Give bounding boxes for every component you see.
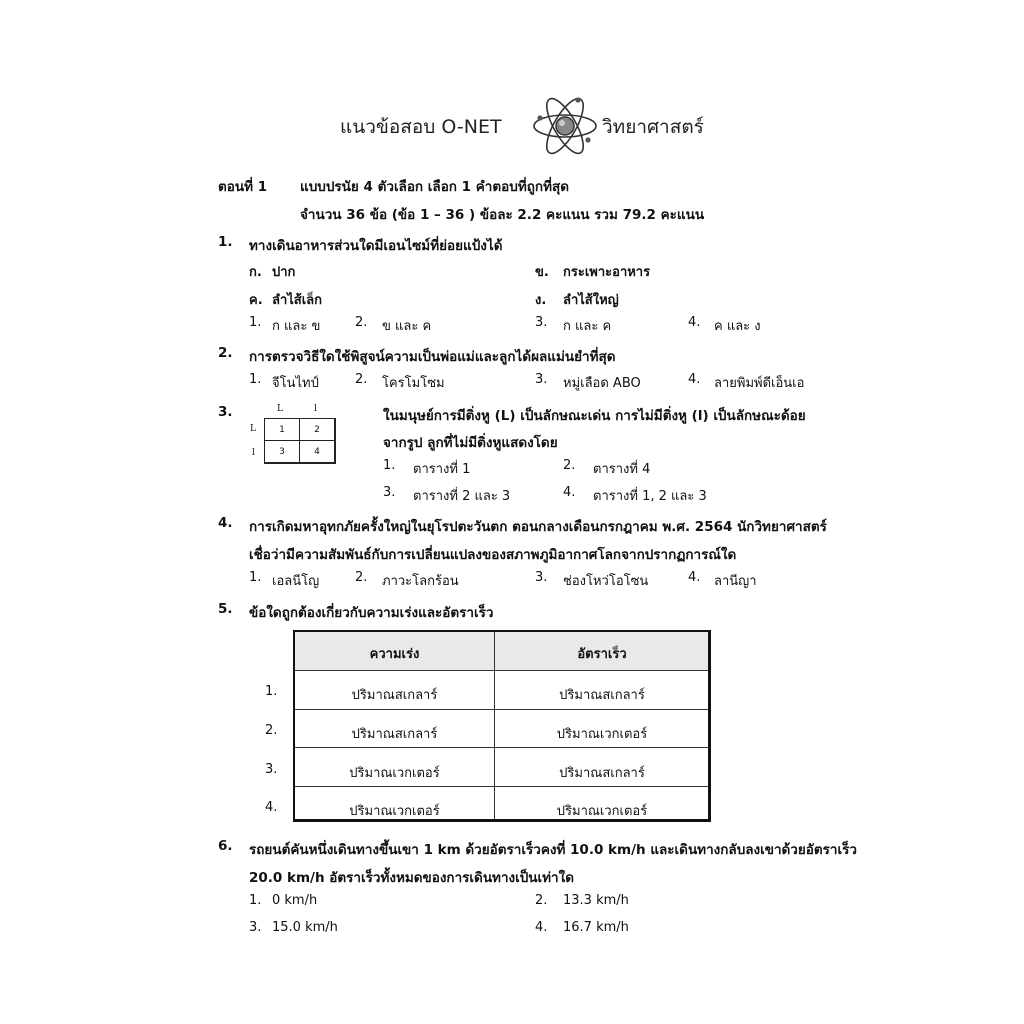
q1-opt-key: ง. bbox=[535, 293, 547, 308]
q4-choice-number: 1. bbox=[249, 570, 262, 585]
q6-choice-text: 13.3 km/h bbox=[563, 893, 629, 908]
q4-choice-text: ลานีญา bbox=[714, 574, 757, 589]
q4-text-line2: เชื่อว่ามีความสัมพันธ์กับการเปลี่ยนแปลงของสภาพภูมิอากาศโลกจากปรากฏการณ์ใด bbox=[249, 547, 737, 563]
punnett-col-label: l bbox=[314, 404, 317, 414]
q5-row-number: 4. bbox=[265, 800, 278, 815]
punnett-square bbox=[246, 404, 356, 466]
q2-choice-text: จีโนไทป์ bbox=[272, 376, 319, 391]
q1-opt-key: ค. bbox=[249, 293, 263, 308]
q4-choice-number: 4. bbox=[688, 570, 701, 585]
q6-number: 6. bbox=[218, 838, 233, 854]
q4-choice-text: เอลนีโญ bbox=[272, 574, 320, 589]
q2-choice-number: 2. bbox=[355, 372, 368, 387]
q2-choice-text: โครโมโซม bbox=[382, 376, 445, 391]
punnett-cell: 3 bbox=[264, 440, 300, 463]
q3-choice-number: 1. bbox=[383, 458, 396, 473]
header-title: แนวข้อสอบ O-NET bbox=[340, 116, 502, 138]
q3-text-line2: จากรูป ลูกที่ไม่มีติ่งหูแสดงโดย bbox=[383, 435, 558, 451]
q5-table-rule bbox=[295, 786, 708, 787]
q1-number: 1. bbox=[218, 234, 233, 250]
q6-choice-number: 2. bbox=[535, 893, 548, 908]
punnett-cell: 2 bbox=[299, 418, 335, 441]
q5-row-number: 1. bbox=[265, 684, 278, 699]
q5-row-number: 3. bbox=[265, 762, 278, 777]
q6-choice-number: 4. bbox=[535, 920, 548, 935]
q5-number: 5. bbox=[218, 601, 233, 617]
q4-number: 4. bbox=[218, 515, 233, 531]
section-detail: จำนวน 36 ข้อ (ข้อ 1 – 36 ) ข้อละ 2.2 คะแนน รวม 79.2 คะแนน bbox=[300, 207, 705, 223]
q6-text-line1: รถยนต์คันหนึ่งเดินทางขึ้นเขา 1 km ด้วยอัตราเร็วคงที่ 10.0 km/h และเดินทางกลับลงเขาด้วยอัตราเร็ว bbox=[249, 842, 857, 858]
q1-choice-text: ก และ ค bbox=[563, 319, 612, 334]
q5-cell-speed: ปริมาณเวกเตอร์ bbox=[556, 727, 648, 742]
punnett-cell: 4 bbox=[299, 440, 335, 463]
q5-cell-acceleration: ปริมาณเวกเตอร์ bbox=[349, 804, 440, 819]
q3-choice-text: ตารางที่ 4 bbox=[593, 462, 651, 477]
q1-choice-number: 1. bbox=[249, 315, 262, 330]
q1-choice-number: 4. bbox=[688, 315, 701, 330]
punnett-row-label: L bbox=[250, 424, 256, 434]
q2-choice-number: 3. bbox=[535, 372, 548, 387]
q2-choice-number: 1. bbox=[249, 372, 262, 387]
q5-cell-acceleration: ปริมาณสเกลาร์ bbox=[351, 688, 438, 703]
q5-table-rule bbox=[295, 747, 708, 748]
q1-choice-number: 3. bbox=[535, 315, 548, 330]
q4-text-line1: การเกิดมหาอุทกภัยครั้งใหญ่ในยุโรปตะวันตก ตอนกลางเดือนกรกฎาคม พ.ศ. 2564 นักวิทยาศาสตร์ bbox=[249, 519, 827, 535]
q5-text: ข้อใดถูกต้องเกี่ยวกับความเร่งและอัตราเร็ว bbox=[249, 605, 494, 621]
header-subject: วิทยาศาสตร์ bbox=[602, 116, 704, 138]
q5-table-rule bbox=[295, 709, 708, 710]
q1-opt-key: ก. bbox=[249, 265, 262, 280]
q6-choice-text: 15.0 km/h bbox=[272, 920, 338, 935]
q3-text-line1: ในมนุษย์การมีติ่งหู (L) เป็นลักษณะเด่น การไม่มีติ่งหู (l) เป็นลักษณะด้อย bbox=[383, 408, 806, 424]
q3-choice-text: ตารางที่ 1 bbox=[413, 462, 471, 477]
q4-choice-number: 3. bbox=[535, 570, 548, 585]
q3-number: 3. bbox=[218, 404, 233, 420]
punnett-cell: 1 bbox=[264, 418, 300, 441]
section-label: ตอนที่ 1 bbox=[218, 179, 268, 195]
q4-choice-text: ภาวะโลกร้อน bbox=[382, 574, 459, 589]
q1-opt-value: ลำไส้ใหญ่ bbox=[563, 293, 619, 308]
q1-choice-number: 2. bbox=[355, 315, 368, 330]
q1-text: ทางเดินอาหารส่วนใดมีเอนไซม์ที่ย่อยแป้งได้ bbox=[249, 238, 503, 254]
q3-choice-number: 4. bbox=[563, 485, 576, 500]
q2-choice-number: 4. bbox=[688, 372, 701, 387]
q1-opt-value: ลำไส้เล็ก bbox=[272, 293, 323, 308]
punnett-col-label: L bbox=[277, 404, 283, 414]
q3-choice-text: ตารางที่ 1, 2 และ 3 bbox=[593, 489, 707, 504]
q2-choice-text: ลายพิมพ์ดีเอ็นเอ bbox=[714, 376, 805, 391]
q1-choice-text: ก และ ข bbox=[272, 319, 321, 334]
q6-text-line2: 20.0 km/h อัตราเร็วทั้งหมดของการเดินทางเป็นเท่าใด bbox=[249, 870, 574, 886]
q6-choice-text: 16.7 km/h bbox=[563, 920, 629, 935]
q2-choice-text: หมู่เลือด ABO bbox=[563, 376, 641, 391]
q5-cell-acceleration: ปริมาณสเกลาร์ bbox=[351, 727, 438, 742]
q5-cell-speed: ปริมาณสเกลาร์ bbox=[559, 766, 645, 781]
section-desc: แบบปรนัย 4 ตัวเลือก เลือก 1 คำตอบที่ถูกที่สุด bbox=[300, 179, 569, 195]
q5-cell-acceleration: ปริมาณเวกเตอร์ bbox=[349, 766, 440, 781]
q1-choice-text: ค และ ง bbox=[714, 319, 761, 334]
q1-opt-value: ปาก bbox=[272, 265, 296, 280]
atom-icon bbox=[532, 96, 598, 156]
q3-choice-text: ตารางที่ 2 และ 3 bbox=[413, 489, 511, 504]
q5-header-acceleration: ความเร่ง bbox=[369, 647, 420, 662]
punnett-grid bbox=[264, 418, 336, 464]
q5-header-speed: อัตราเร็ว bbox=[577, 647, 627, 662]
q5-table bbox=[293, 630, 711, 822]
q1-opt-value: กระเพาะอาหาร bbox=[563, 265, 651, 280]
q5-row-number: 2. bbox=[265, 723, 278, 738]
q5-cell-speed: ปริมาณเวกเตอร์ bbox=[556, 804, 648, 819]
q1-opt-key: ข. bbox=[535, 265, 549, 280]
q6-choice-number: 3. bbox=[249, 920, 262, 935]
q3-choice-number: 3. bbox=[383, 485, 396, 500]
q5-cell-speed: ปริมาณสเกลาร์ bbox=[559, 688, 645, 703]
q2-text: การตรวจวิธีใดใช้พิสูจน์ความเป็นพ่อแม่และลูกได้ผลแม่นยำที่สุด bbox=[249, 349, 616, 365]
q1-choice-text: ข และ ค bbox=[382, 319, 432, 334]
q6-choice-text: 0 km/h bbox=[272, 893, 318, 908]
punnett-row-label: l bbox=[252, 448, 255, 458]
q2-number: 2. bbox=[218, 345, 233, 361]
q4-choice-number: 2. bbox=[355, 570, 368, 585]
q4-choice-text: ช่องโหว่โอโซน bbox=[563, 574, 649, 589]
q3-choice-number: 2. bbox=[563, 458, 576, 473]
q6-choice-number: 1. bbox=[249, 893, 262, 908]
